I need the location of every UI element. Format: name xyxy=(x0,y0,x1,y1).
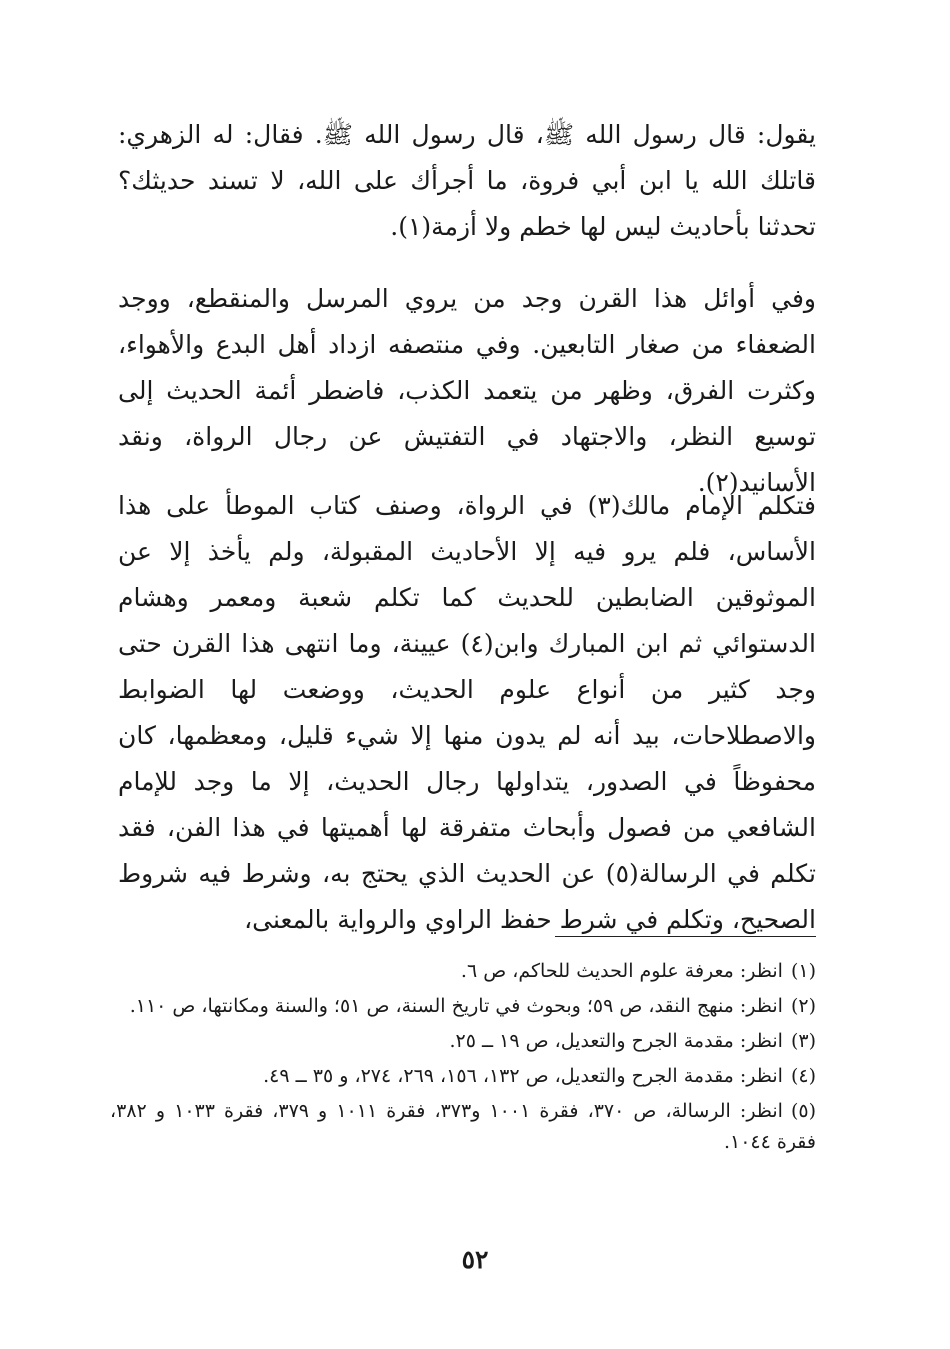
footnote-text: انظر: الرسالة، ص ٣٧٠، فقرة ١٠٠١ و٣٧٣، فقرة ١٠١١ و ٣٧٩، فقرة ١٠٣٣ و ٣٨٢، فقرة ١٠٤٤. xyxy=(110,1100,816,1153)
paragraph-2-block xyxy=(118,276,816,506)
paragraph-3-block xyxy=(118,483,816,943)
footnote xyxy=(110,991,816,1022)
paragraph-1-block xyxy=(118,112,816,250)
footnote-number: (٤) xyxy=(790,1065,816,1087)
paragraph: وفي أوائل هذا القرن وجد من يروي المرسل والمنقطع، ووجد الضعفاء من صغار التابعين. وفي منتصفه ازداد أهل البدع والأهواء، وكثرت الفرق، وظهر من يتعمد الكذب، فاضطر أئمة الحديث إلى توسيع النظر، والاجتهاد في التفتيش عن رجال الرواة، ونقد الأسانيد(٢). xyxy=(118,284,816,497)
paragraph: فتكلم الإمام مالك(٣) في الرواة، وصنف كتاب الموطأ على هذا الأساس، فلم يرو فيه إلا الأحاديث المقبولة، ولم يأخذ إلا عن الموثوقين الضابطين للحديث كما تكلم شعبة ومعمر وهشام الدستوائي ثم ابن المبارك وابن(٤) عيينة، وما انتهى هذا القرن حتى وجد كثير من أنواع علوم الحديث، ووضعت لها الضوابط والاصطلاحات، بيد أنه لم يدون منها إلا شيء قليل، ومعظمها، كان محفوظاً في الصدور، يتداولها رجال الحديث، إلا ما وجد للإمام الشافعي من فصول وأبحاث متفرقة لها أهميتها في هذا الفن، فقد تكلم في الرسالة(٥) عن الحديث الذي يحتج به، وشرط فيه شروط الصحيح، وتكلم في شرط حفظ الراوي والرواية بالمعنى، xyxy=(118,491,817,934)
footnote xyxy=(110,1026,816,1057)
footnote-number: (٣) xyxy=(790,1030,816,1052)
footnote-number: (٢) xyxy=(790,995,816,1017)
footnote-number: (٥) xyxy=(790,1100,817,1122)
footnote xyxy=(110,956,816,987)
footnote xyxy=(110,1096,816,1158)
paragraph: يقول: قال رسول الله ﷺ، قال رسول الله ﷺ. فقال: له الزهري: قاتلك الله يا ابن أبي فروة، ما أجرأك على الله، لا تسند حديثك؟ تحدثنا بأحاديث ليس لها خطم ولا أزمة(١). xyxy=(118,120,816,241)
footnote-text: انظر: مقدمة الجرح والتعديل، ص ١٩ ــ ٢٥. xyxy=(449,1030,783,1052)
footnote xyxy=(110,1061,816,1092)
page-number: ٥٢ xyxy=(461,1245,489,1274)
footnote-text: انظر: منهج النقد، ص ٥٩؛ وبحوث في تاريخ السنة، ص ٥١؛ والسنة ومكانتها، ص ١١٠. xyxy=(129,995,783,1017)
footnotes xyxy=(110,956,816,1162)
footnote-text: انظر: مقدمة الجرح والتعديل، ص ١٣٢، ١٥٦، ٢٦٩، ٢٧٤، و ٣٥ ــ ٤٩. xyxy=(263,1065,783,1087)
footnote-number: (١) xyxy=(790,960,816,982)
footnote-separator xyxy=(555,936,816,937)
footnote-text: انظر: معرفة علوم الحديث للحاكم، ص ٦. xyxy=(460,960,783,982)
